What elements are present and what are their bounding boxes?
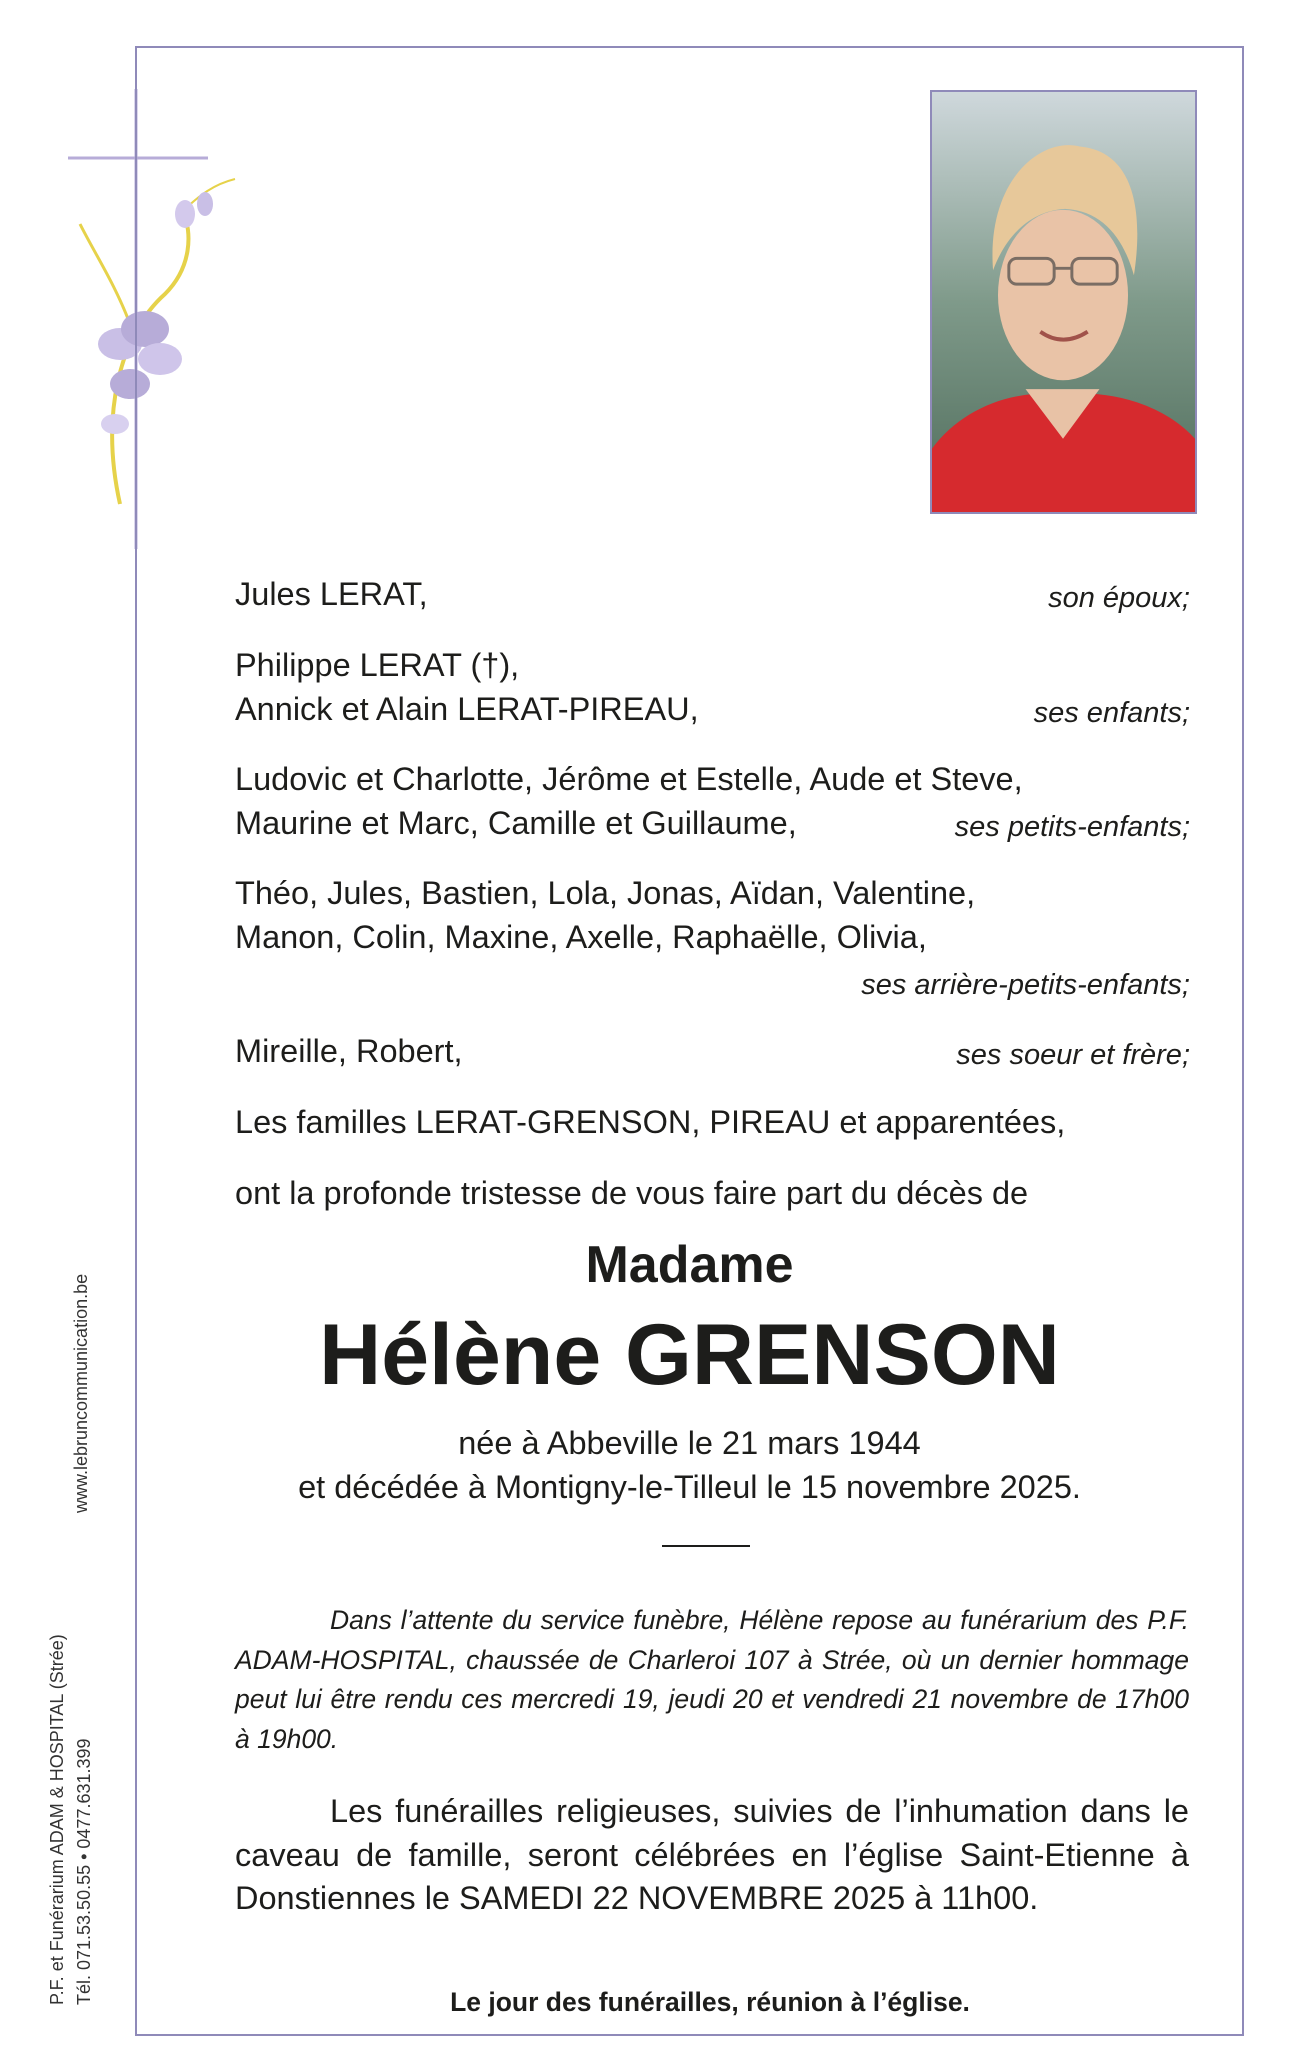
portrait-photo (930, 90, 1197, 514)
relation-label: son époux; (1048, 582, 1190, 614)
title-madame: Madame (585, 1236, 794, 1294)
relation-siblings (235, 1029, 1190, 1073)
names-line: Philippe LERAT (†), (235, 647, 520, 683)
relation-label: ses petits-enfants; (954, 811, 1190, 843)
phones-text: Tél. 071.53.50.55 • 0477.631.399 (74, 1738, 94, 2005)
funeral-home-text: P.F. et Funérarium ADAM & HOSPITAL (Strée) (47, 1634, 67, 2005)
website-text: www.lebruncommunication.be (71, 1273, 91, 1513)
relation-grandchildren (235, 757, 1190, 845)
relation-label: ses enfants; (1033, 697, 1190, 729)
names-line: Jules LERAT, (235, 576, 428, 612)
names-line: Ludovic et Charlotte, Jérôme et Estelle, Aude et Steve, (235, 761, 1023, 797)
names-line: Mireille, Robert, (235, 1033, 463, 1069)
names-line: Théo, Jules, Bastien, Lola, Jonas, Aïdan, Valentine, (235, 875, 976, 911)
families-line: Les familles LERAT-GRENSON, PIREAU et apparentées, (235, 1104, 1066, 1140)
relation-children (235, 643, 1190, 731)
death-line: et décédée à Montigny-le-Tilleul le 15 novembre 2025. (298, 1469, 1081, 1505)
gathering-note: Le jour des funérailles, réunion à l’église. (450, 1987, 970, 2017)
relation-spouse (235, 572, 1190, 616)
announcement-line: ont la profonde tristesse de vous faire part du décès de (235, 1175, 1029, 1211)
funeral-notice: Les funérailles religieuses, suivies de l’inhumation dans le caveau de famille, seront célébrées en l’église Saint-Etienne à Donstiennes le SAMEDI 22 NOVEMBRE 2025 à 11h00. (235, 1793, 1189, 1916)
relation-label: ses soeur et frère; (956, 1039, 1190, 1071)
separator-rule (662, 1545, 750, 1547)
rest-notice: Dans l’attente du service funèbre, Hélène repose au funérarium des P.F. ADAM-HOSPITAL, chaussée de Charleroi 107 à Strée, où un dernier hommage peut lui être rendu ces mercredi 19, jeudi 20 et vendredi 21 novembre de 17h00 à 19h00. (235, 1605, 1189, 1754)
relation-great-grandchildren (235, 871, 1190, 1001)
deceased-name: Hélène GRENSON (319, 1307, 1060, 1403)
relation-label: ses arrière-petits-enfants; (861, 969, 1190, 1001)
names-line: Maurine et Marc, Camille et Guillaume, (235, 805, 797, 841)
names-line: Manon, Colin, Maxine, Axelle, Raphaëlle, Olivia, (235, 919, 927, 955)
names-line: Annick et Alain LERAT-PIREAU, (235, 691, 699, 727)
birth-line: née à Abbeville le 21 mars 1944 (458, 1425, 921, 1461)
